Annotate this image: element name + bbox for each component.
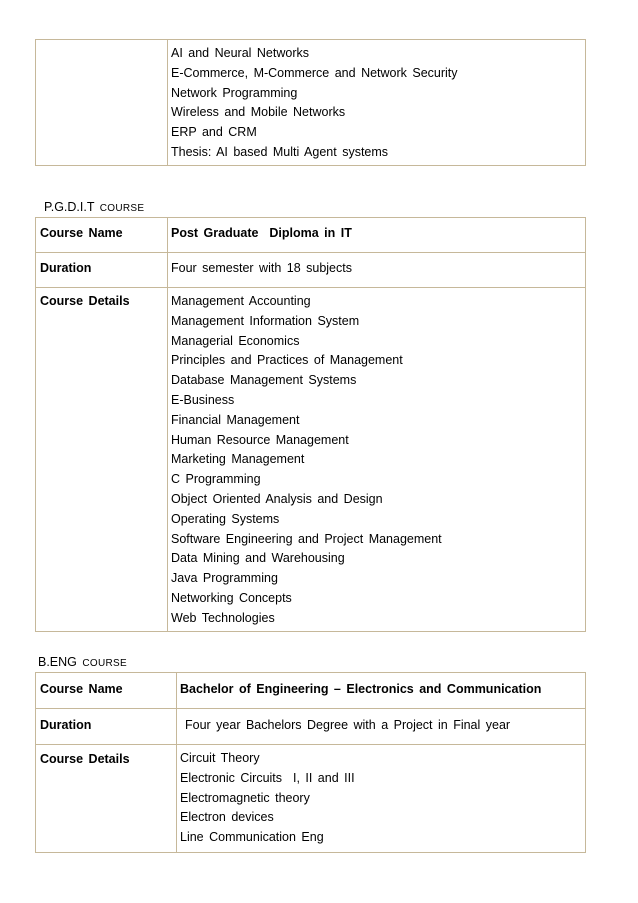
beng-section-title <box>38 655 127 669</box>
course-name-label: Course Name <box>36 673 177 709</box>
course-name-label: Course Name <box>36 218 168 253</box>
pgdit-title-main: P.G.D.I.T <box>44 200 95 214</box>
beng-title-suffix: COURSE <box>82 658 127 669</box>
table-row <box>36 218 586 253</box>
course-details-list <box>171 292 585 629</box>
pgdit-title-suffix: COURSE <box>99 203 145 214</box>
list-item: E-Commerce, M-Commerce and Network Security <box>171 65 458 80</box>
list-item: Management Information System <box>171 313 360 328</box>
list-item: Line Communication Eng <box>180 830 324 845</box>
course-name-value: Post Graduate Diploma in IT <box>168 218 586 253</box>
list-item: Java Programming <box>171 571 278 586</box>
list-item: E-Business <box>171 392 235 407</box>
list-item: Electromagnetic theory <box>180 790 310 805</box>
list-item: Object Oriented Analysis and Design <box>171 491 383 506</box>
list-item: Database Management Systems <box>171 373 357 388</box>
subject-list <box>171 44 585 163</box>
list-item: Principles and Practices of Management <box>171 353 403 368</box>
table-row <box>36 673 586 709</box>
list-item: Operating Systems <box>171 511 280 526</box>
list-item: Network Programming <box>171 85 298 100</box>
duration-value: Four year Bachelors Degree with a Project in Final year <box>177 709 586 745</box>
list-item: Wireless and Mobile Networks <box>171 105 346 120</box>
table-row <box>36 745 586 853</box>
list-item: Thesis: AI based Multi Agent systems <box>171 144 389 159</box>
table-row <box>36 288 586 632</box>
duration-value: Four semester with 18 subjects <box>168 253 586 288</box>
list-item: C Programming <box>171 472 261 487</box>
list-item: Web Technologies <box>171 610 275 625</box>
list-item: Financial Management <box>171 412 300 427</box>
list-item: Electron devices <box>180 810 274 825</box>
beng-title-main: B.ENG <box>38 655 77 669</box>
course-details-label: Course Details <box>36 288 168 632</box>
list-item: AI and Neural Networks <box>171 46 310 60</box>
table-row <box>36 253 586 288</box>
subject-list-cell <box>168 40 586 166</box>
list-item: Software Engineering and Project Management <box>171 531 442 546</box>
pgdit-section-title <box>44 200 144 214</box>
empty-label-cell <box>36 40 168 166</box>
duration-label: Duration <box>36 709 177 745</box>
table-row <box>36 709 586 745</box>
list-item: Circuit Theory <box>180 751 260 765</box>
top-course-table <box>35 39 586 166</box>
duration-label: Duration <box>36 253 168 288</box>
pgdit-course-table <box>35 217 586 632</box>
course-details-cell <box>177 745 586 853</box>
beng-course-table <box>35 672 586 853</box>
list-item: Human Resource Management <box>171 432 349 447</box>
list-item: Data Mining and Warehousing <box>171 551 345 566</box>
list-item: ERP and CRM <box>171 125 257 140</box>
table-row <box>36 40 586 166</box>
course-details-list <box>180 749 585 848</box>
list-item: Management Accounting <box>171 294 311 308</box>
course-details-cell <box>168 288 586 632</box>
list-item: Managerial Economics <box>171 333 300 348</box>
list-item: Marketing Management <box>171 452 305 467</box>
list-item: Electronic Circuits I, II and III <box>180 770 355 785</box>
course-details-label: Course Details <box>36 745 177 853</box>
course-name-value: Bachelor of Engineering – Electronics and Communication <box>177 673 586 709</box>
list-item: Networking Concepts <box>171 590 292 605</box>
